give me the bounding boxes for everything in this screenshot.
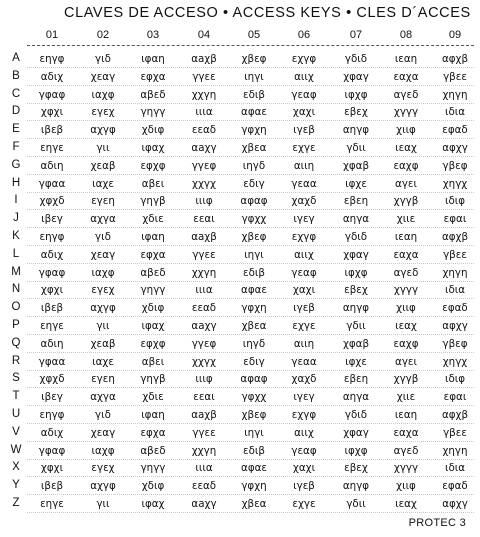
key-cell: χχγχ bbox=[192, 355, 216, 368]
key-cell: ιφαη bbox=[141, 53, 165, 65]
key-cell: ιηγδ bbox=[242, 159, 266, 172]
key-cell: αφχβ bbox=[441, 53, 469, 65]
row-separator bbox=[27, 120, 474, 121]
key-cell: αφχγ bbox=[442, 320, 468, 332]
column-header-03: 03 bbox=[146, 29, 160, 41]
key-cell: ιδιφ bbox=[444, 195, 466, 208]
key-cell: εηγε bbox=[40, 142, 64, 154]
key-cell: χφαγ bbox=[343, 426, 369, 439]
key-cell: ιαχε bbox=[92, 355, 114, 368]
key-cell: γφαα bbox=[38, 177, 66, 190]
key-cell: γφχη bbox=[241, 124, 267, 137]
key-cell: χδιε bbox=[142, 213, 164, 226]
key-cell: εδιβ bbox=[243, 88, 265, 101]
key-cell: χγγβ bbox=[393, 195, 419, 208]
key-cell: χιιε bbox=[396, 391, 416, 404]
key-cell: εεαδ bbox=[191, 302, 217, 315]
key-cell: ιγεβ bbox=[293, 124, 315, 137]
row-separator bbox=[27, 281, 474, 282]
row-letter-C: C bbox=[11, 87, 21, 100]
key-cell: χεαβ bbox=[90, 337, 116, 350]
row-separator bbox=[27, 334, 474, 335]
key-cell: εφαι bbox=[443, 391, 467, 404]
header-divider bbox=[27, 45, 474, 46]
key-cell: χφχι bbox=[40, 462, 64, 475]
key-cell: αφαε bbox=[241, 106, 267, 119]
key-cell: γφχη bbox=[241, 480, 267, 493]
key-cell: χχγη bbox=[191, 88, 217, 101]
row-separator bbox=[27, 263, 474, 264]
row-letter-B: B bbox=[12, 69, 20, 82]
key-cell: γδιι bbox=[346, 498, 366, 510]
column-header-09: 09 bbox=[448, 29, 462, 41]
key-cell: ιιια bbox=[195, 462, 213, 475]
key-cell: γεαφ bbox=[291, 444, 317, 457]
key-cell: ιηγι bbox=[244, 70, 264, 83]
key-cell: αγεδ bbox=[393, 444, 419, 457]
key-cell: γιι bbox=[96, 320, 110, 332]
row-separator bbox=[27, 494, 474, 495]
key-cell: αηγφ bbox=[342, 124, 370, 137]
row-separator bbox=[27, 352, 474, 353]
column-header-04: 04 bbox=[197, 29, 211, 41]
key-cell: ιαχφ bbox=[91, 88, 115, 101]
row-separator bbox=[27, 405, 474, 406]
key-cell: ιδια bbox=[444, 106, 466, 119]
key-cell: εβεη bbox=[343, 373, 369, 386]
key-cell: ιβεβ bbox=[40, 124, 64, 137]
key-cell: εαχα bbox=[393, 70, 419, 83]
column-header-08: 08 bbox=[399, 29, 413, 41]
key-cell: αδιχ bbox=[40, 70, 64, 83]
key-cell: γγεφ bbox=[191, 337, 217, 350]
key-cell: ιγεβ bbox=[293, 302, 315, 315]
key-cell: εεαδ bbox=[191, 480, 217, 493]
key-cell: ιγεγ bbox=[293, 391, 315, 404]
key-cell: αaχγ bbox=[191, 142, 217, 154]
row-letter-I: I bbox=[14, 194, 18, 207]
key-cell: εφχα bbox=[140, 248, 166, 261]
row-letter-A: A bbox=[12, 52, 20, 64]
key-cell: χβεφ bbox=[241, 409, 267, 421]
row-letter-U: U bbox=[11, 408, 21, 420]
row-separator bbox=[27, 209, 474, 210]
key-cell: αaχβ bbox=[191, 53, 217, 65]
key-cell: γηγβ bbox=[140, 373, 166, 386]
key-cell: ιεαη bbox=[394, 53, 418, 65]
key-cell: εγεη bbox=[91, 195, 115, 208]
column-header-05: 05 bbox=[247, 29, 261, 41]
key-cell: αβεδ bbox=[140, 444, 166, 457]
key-cell: αaχγ bbox=[191, 320, 217, 332]
key-cell: εχγε bbox=[292, 320, 316, 332]
key-cell: γιδ bbox=[95, 409, 111, 421]
key-cell: ιφαχ bbox=[141, 142, 165, 154]
key-cell: γηγβ bbox=[140, 195, 166, 208]
key-cell: ιεαχ bbox=[395, 142, 417, 154]
key-cell: αιιη bbox=[293, 159, 315, 172]
key-cell: εφαδ bbox=[442, 480, 468, 493]
row-separator bbox=[27, 370, 474, 371]
key-cell: γβεφ bbox=[442, 159, 468, 172]
row-separator bbox=[27, 174, 474, 175]
row-letter-V: V bbox=[12, 425, 20, 438]
key-cell: γβεε bbox=[443, 70, 467, 83]
key-cell: αφαφ bbox=[240, 195, 268, 208]
key-cell: εφχφ bbox=[140, 337, 166, 350]
row-separator bbox=[27, 512, 474, 513]
key-cell: χαχδ bbox=[291, 373, 317, 386]
row-separator bbox=[27, 67, 474, 68]
key-cell: γιδ bbox=[95, 231, 111, 243]
key-cell: εεαι bbox=[193, 213, 215, 226]
key-cell: αχγφ bbox=[90, 480, 116, 493]
page-title: CLAVES DE ACCESO • ACCESS KEYS • CLES D´ACCES bbox=[64, 5, 471, 21]
row-separator bbox=[27, 138, 474, 139]
row-letter-S: S bbox=[12, 372, 20, 385]
key-cell: εεαδ bbox=[191, 124, 217, 137]
key-cell: αιιη bbox=[293, 337, 315, 350]
key-cell: χδιφ bbox=[141, 480, 165, 493]
row-separator bbox=[27, 227, 474, 228]
key-cell: εαχφ bbox=[393, 337, 419, 350]
key-cell: ιαχφ bbox=[91, 266, 115, 279]
key-cell: γιδ bbox=[95, 53, 111, 65]
key-cell: αιιχ bbox=[294, 248, 314, 261]
row-letter-P: P bbox=[12, 319, 20, 331]
key-cell: αχγα bbox=[90, 213, 116, 226]
key-cell: ιηγι bbox=[244, 248, 264, 261]
key-cell: αιιχ bbox=[294, 426, 314, 439]
key-cell: γβεφ bbox=[442, 337, 468, 350]
key-cell: αβει bbox=[141, 177, 165, 190]
footer-label: PROTEC 3 bbox=[408, 517, 466, 529]
key-cell: χαχδ bbox=[291, 195, 317, 208]
key-cell: εφχα bbox=[140, 426, 166, 439]
row-letter-Q: Q bbox=[11, 336, 21, 349]
key-cell: γγεε bbox=[192, 70, 216, 83]
key-cell: χφχι bbox=[40, 284, 64, 297]
key-cell: ιγεβ bbox=[293, 480, 315, 493]
key-cell: χδιφ bbox=[141, 302, 165, 315]
key-cell: εγεη bbox=[91, 373, 115, 386]
key-cell: εχγφ bbox=[291, 409, 317, 421]
key-cell: εχγε bbox=[292, 142, 316, 154]
key-cell: αφχγ bbox=[442, 142, 468, 154]
key-cell: χιιφ bbox=[396, 302, 416, 315]
row-letter-N: N bbox=[11, 283, 21, 296]
key-cell: χφαγ bbox=[343, 248, 369, 261]
key-cell: χδιφ bbox=[141, 124, 165, 137]
key-cell: ιιιφ bbox=[195, 195, 213, 208]
row-separator bbox=[27, 85, 474, 86]
key-cell: χιιε bbox=[396, 213, 416, 226]
key-cell: χφαβ bbox=[342, 337, 370, 350]
key-cell: χαχι bbox=[292, 106, 316, 119]
key-cell: ιδια bbox=[444, 462, 466, 475]
key-cell: γβεε bbox=[443, 248, 467, 261]
key-cell: αχγα bbox=[90, 391, 116, 404]
row-separator bbox=[27, 316, 474, 317]
key-cell: γηγγ bbox=[140, 106, 166, 119]
row-letter-J: J bbox=[13, 212, 19, 225]
key-cell: γιι bbox=[96, 498, 110, 510]
key-cell: ιβεβ bbox=[40, 480, 64, 493]
key-cell: αηγα bbox=[342, 213, 370, 226]
key-cell: γβεε bbox=[443, 426, 467, 439]
key-cell: εδιγ bbox=[243, 355, 265, 368]
row-letter-T: T bbox=[12, 390, 20, 403]
key-cell: εβεχ bbox=[344, 106, 368, 119]
key-cell: γγεφ bbox=[191, 159, 217, 172]
key-cell: ιφαχ bbox=[141, 498, 165, 510]
column-header-01: 01 bbox=[45, 29, 59, 41]
key-cell: χγγγ bbox=[393, 106, 419, 119]
key-cell: γηγγ bbox=[140, 284, 166, 297]
key-cell: χδιε bbox=[142, 391, 164, 404]
key-cell: αηγα bbox=[342, 391, 370, 404]
key-cell: ιφχφ bbox=[344, 444, 368, 457]
key-cell: εηγφ bbox=[39, 231, 65, 243]
key-cell: αφχβ bbox=[441, 231, 469, 243]
key-cell: αβει bbox=[141, 355, 165, 368]
key-cell: αχγφ bbox=[90, 302, 116, 315]
key-cell: χβεα bbox=[241, 320, 267, 332]
key-cell: εαχα bbox=[393, 248, 419, 261]
key-cell: ιβεγ bbox=[41, 213, 63, 226]
row-separator bbox=[27, 423, 474, 424]
key-cell: ιφαχ bbox=[141, 320, 165, 332]
row-letter-W: W bbox=[10, 443, 22, 456]
key-cell: χβεφ bbox=[241, 231, 267, 243]
key-cell: χχγη bbox=[191, 266, 217, 279]
key-cell: ιεαχ bbox=[395, 320, 417, 332]
key-cell: ιφχε bbox=[345, 355, 367, 368]
key-cell: ιφαη bbox=[141, 409, 165, 421]
key-cell: εγεχ bbox=[91, 106, 115, 119]
key-cell: γφχχ bbox=[241, 391, 267, 404]
key-cell: αδιη bbox=[40, 337, 64, 350]
key-cell: ιβεβ bbox=[40, 302, 64, 315]
row-separator bbox=[27, 103, 474, 104]
key-cell: εφαδ bbox=[442, 124, 468, 137]
key-cell: χχγη bbox=[191, 444, 217, 457]
column-header-07: 07 bbox=[349, 29, 363, 41]
key-cell: χεαβ bbox=[90, 159, 116, 172]
key-cell: γεαφ bbox=[291, 88, 317, 101]
key-cell: αδιχ bbox=[40, 426, 64, 439]
key-cell: εηγε bbox=[40, 498, 64, 510]
key-cell: χφαβ bbox=[342, 159, 370, 172]
key-cell: ιηγδ bbox=[242, 337, 266, 350]
key-cell: χβεφ bbox=[241, 53, 267, 65]
key-cell: γφχχ bbox=[241, 213, 267, 226]
key-cell: αγει bbox=[395, 177, 417, 190]
key-cell: αδιχ bbox=[40, 248, 64, 261]
key-cell: εηγφ bbox=[39, 53, 65, 65]
key-cell: χβεα bbox=[241, 498, 267, 510]
key-cell: ιγεγ bbox=[293, 213, 315, 226]
key-cell: γιι bbox=[96, 142, 110, 154]
row-separator bbox=[27, 476, 474, 477]
key-cell: αγεδ bbox=[393, 266, 419, 279]
key-cell: γγεε bbox=[192, 426, 216, 439]
key-cell: ιδιφ bbox=[444, 373, 466, 386]
key-cell: ιαχε bbox=[92, 177, 114, 190]
row-letter-M: M bbox=[11, 265, 21, 278]
key-cell: γεαα bbox=[291, 177, 317, 190]
key-cell: χχγχ bbox=[192, 177, 216, 190]
key-cell: αaχβ bbox=[191, 231, 217, 243]
row-separator bbox=[27, 245, 474, 246]
row-separator bbox=[27, 387, 474, 388]
row-letter-X: X bbox=[12, 461, 20, 474]
row-letter-H: H bbox=[11, 176, 21, 189]
key-cell: χγγβ bbox=[393, 373, 419, 386]
key-cell: αηγφ bbox=[342, 480, 370, 493]
key-cell: εβεχ bbox=[344, 462, 368, 475]
key-cell: εδιβ bbox=[243, 266, 265, 279]
row-letter-R: R bbox=[11, 354, 21, 367]
key-cell: χεαγ bbox=[90, 248, 116, 261]
key-cell: ιδια bbox=[444, 284, 466, 297]
key-cell: εφαι bbox=[443, 213, 467, 226]
key-cell: εδιγ bbox=[243, 177, 265, 190]
row-letter-Z: Z bbox=[12, 497, 20, 509]
row-separator bbox=[27, 298, 474, 299]
key-cell: χφχι bbox=[40, 106, 64, 119]
key-cell: χφχδ bbox=[39, 195, 65, 208]
key-cell: χηγη bbox=[442, 444, 468, 457]
key-cell: εγεχ bbox=[91, 284, 115, 297]
key-cell: εφαδ bbox=[442, 302, 468, 315]
key-cell: γφαα bbox=[38, 355, 66, 368]
row-separator bbox=[27, 156, 474, 157]
key-cell: γηγγ bbox=[140, 462, 166, 475]
key-cell: αηγφ bbox=[342, 302, 370, 315]
key-cell: αφαε bbox=[241, 462, 267, 475]
key-cell: εφχφ bbox=[140, 159, 166, 172]
key-cell: ιαχφ bbox=[91, 444, 115, 457]
key-cell: γεαφ bbox=[291, 266, 317, 279]
key-cell: γδιι bbox=[346, 320, 366, 332]
key-cell: αφαε bbox=[241, 284, 267, 297]
key-cell: γδιδ bbox=[344, 53, 368, 65]
key-cell: γδιι bbox=[346, 142, 366, 154]
key-cell: γφαφ bbox=[38, 88, 66, 101]
key-cell: ιεαχ bbox=[395, 498, 417, 510]
key-cell: ιφχφ bbox=[344, 88, 368, 101]
key-cell: εχγφ bbox=[291, 231, 317, 243]
key-cell: γδιδ bbox=[344, 231, 368, 243]
key-cell: εχγφ bbox=[291, 53, 317, 65]
key-cell: ιηγι bbox=[244, 426, 264, 439]
row-letter-K: K bbox=[12, 230, 20, 242]
column-header-06: 06 bbox=[297, 29, 311, 41]
row-letter-G: G bbox=[11, 158, 21, 171]
row-letter-E: E bbox=[12, 123, 20, 136]
key-cell: χφαγ bbox=[343, 70, 369, 83]
key-cell: αχγφ bbox=[90, 124, 116, 137]
key-cell: εβεχ bbox=[344, 284, 368, 297]
key-cell: χβεα bbox=[241, 142, 267, 154]
row-letter-L: L bbox=[12, 247, 20, 260]
key-cell: χφχδ bbox=[39, 373, 65, 386]
key-cell: ιιιφ bbox=[195, 373, 213, 386]
key-cell: γφχη bbox=[241, 302, 267, 315]
row-separator bbox=[27, 459, 474, 460]
key-cell: εεαι bbox=[193, 391, 215, 404]
key-cell: γφαφ bbox=[38, 266, 66, 279]
key-cell: αaχγ bbox=[191, 498, 217, 510]
key-cell: ιφχε bbox=[345, 177, 367, 190]
key-cell: γφαφ bbox=[38, 444, 66, 457]
key-cell: εδιβ bbox=[243, 444, 265, 457]
row-letter-Y: Y bbox=[12, 479, 20, 492]
key-cell: γδιδ bbox=[344, 409, 368, 421]
key-cell: εαχφ bbox=[393, 159, 419, 172]
key-cell: χαχι bbox=[292, 462, 316, 475]
key-cell: χεαγ bbox=[90, 426, 116, 439]
key-cell: χιιφ bbox=[396, 480, 416, 493]
key-cell: εφχα bbox=[140, 70, 166, 83]
key-cell: εηγε bbox=[40, 320, 64, 332]
key-cell: χγγγ bbox=[393, 284, 419, 297]
key-cell: αδιη bbox=[40, 159, 64, 172]
key-cell: αφαφ bbox=[240, 373, 268, 386]
key-cell: αaχβ bbox=[191, 409, 217, 421]
key-cell: ιφχφ bbox=[344, 266, 368, 279]
key-cell: εχγε bbox=[292, 498, 316, 510]
key-cell: γγεε bbox=[192, 248, 216, 261]
key-cell: αφχβ bbox=[441, 409, 469, 421]
key-cell: εγεχ bbox=[91, 462, 115, 475]
key-cell: αιιχ bbox=[294, 70, 314, 83]
key-cell: αγει bbox=[395, 355, 417, 368]
key-cell: χαχι bbox=[292, 284, 316, 297]
key-cell: εηγφ bbox=[39, 409, 65, 421]
key-cell: αβεδ bbox=[140, 266, 166, 279]
key-cell: αβεδ bbox=[140, 88, 166, 101]
key-cell: εβεη bbox=[343, 195, 369, 208]
key-cell: ιεαη bbox=[394, 231, 418, 243]
key-cell: γεαα bbox=[291, 355, 317, 368]
row-letter-O: O bbox=[11, 301, 21, 314]
key-cell: χηγχ bbox=[442, 355, 468, 368]
key-cell: ιβεγ bbox=[41, 391, 63, 404]
key-cell: χγγγ bbox=[393, 462, 419, 475]
row-separator bbox=[27, 192, 474, 193]
key-cell: ιιια bbox=[195, 284, 213, 297]
key-cell: ιεαη bbox=[394, 409, 418, 421]
key-cell: χηγχ bbox=[442, 177, 468, 190]
key-cell: χιιφ bbox=[396, 124, 416, 137]
key-cell: ιιια bbox=[195, 106, 213, 119]
key-cell: χηγη bbox=[442, 266, 468, 279]
row-separator bbox=[27, 441, 474, 442]
key-cell: ιφαη bbox=[141, 231, 165, 243]
column-header-02: 02 bbox=[96, 29, 110, 41]
key-cell: αγεδ bbox=[393, 88, 419, 101]
row-letter-D: D bbox=[11, 105, 21, 118]
row-letter-F: F bbox=[12, 141, 20, 153]
key-cell: εαχα bbox=[393, 426, 419, 439]
key-cell: αφχγ bbox=[442, 498, 468, 510]
key-cell: χηγη bbox=[442, 88, 468, 101]
key-cell: χεαγ bbox=[90, 70, 116, 83]
